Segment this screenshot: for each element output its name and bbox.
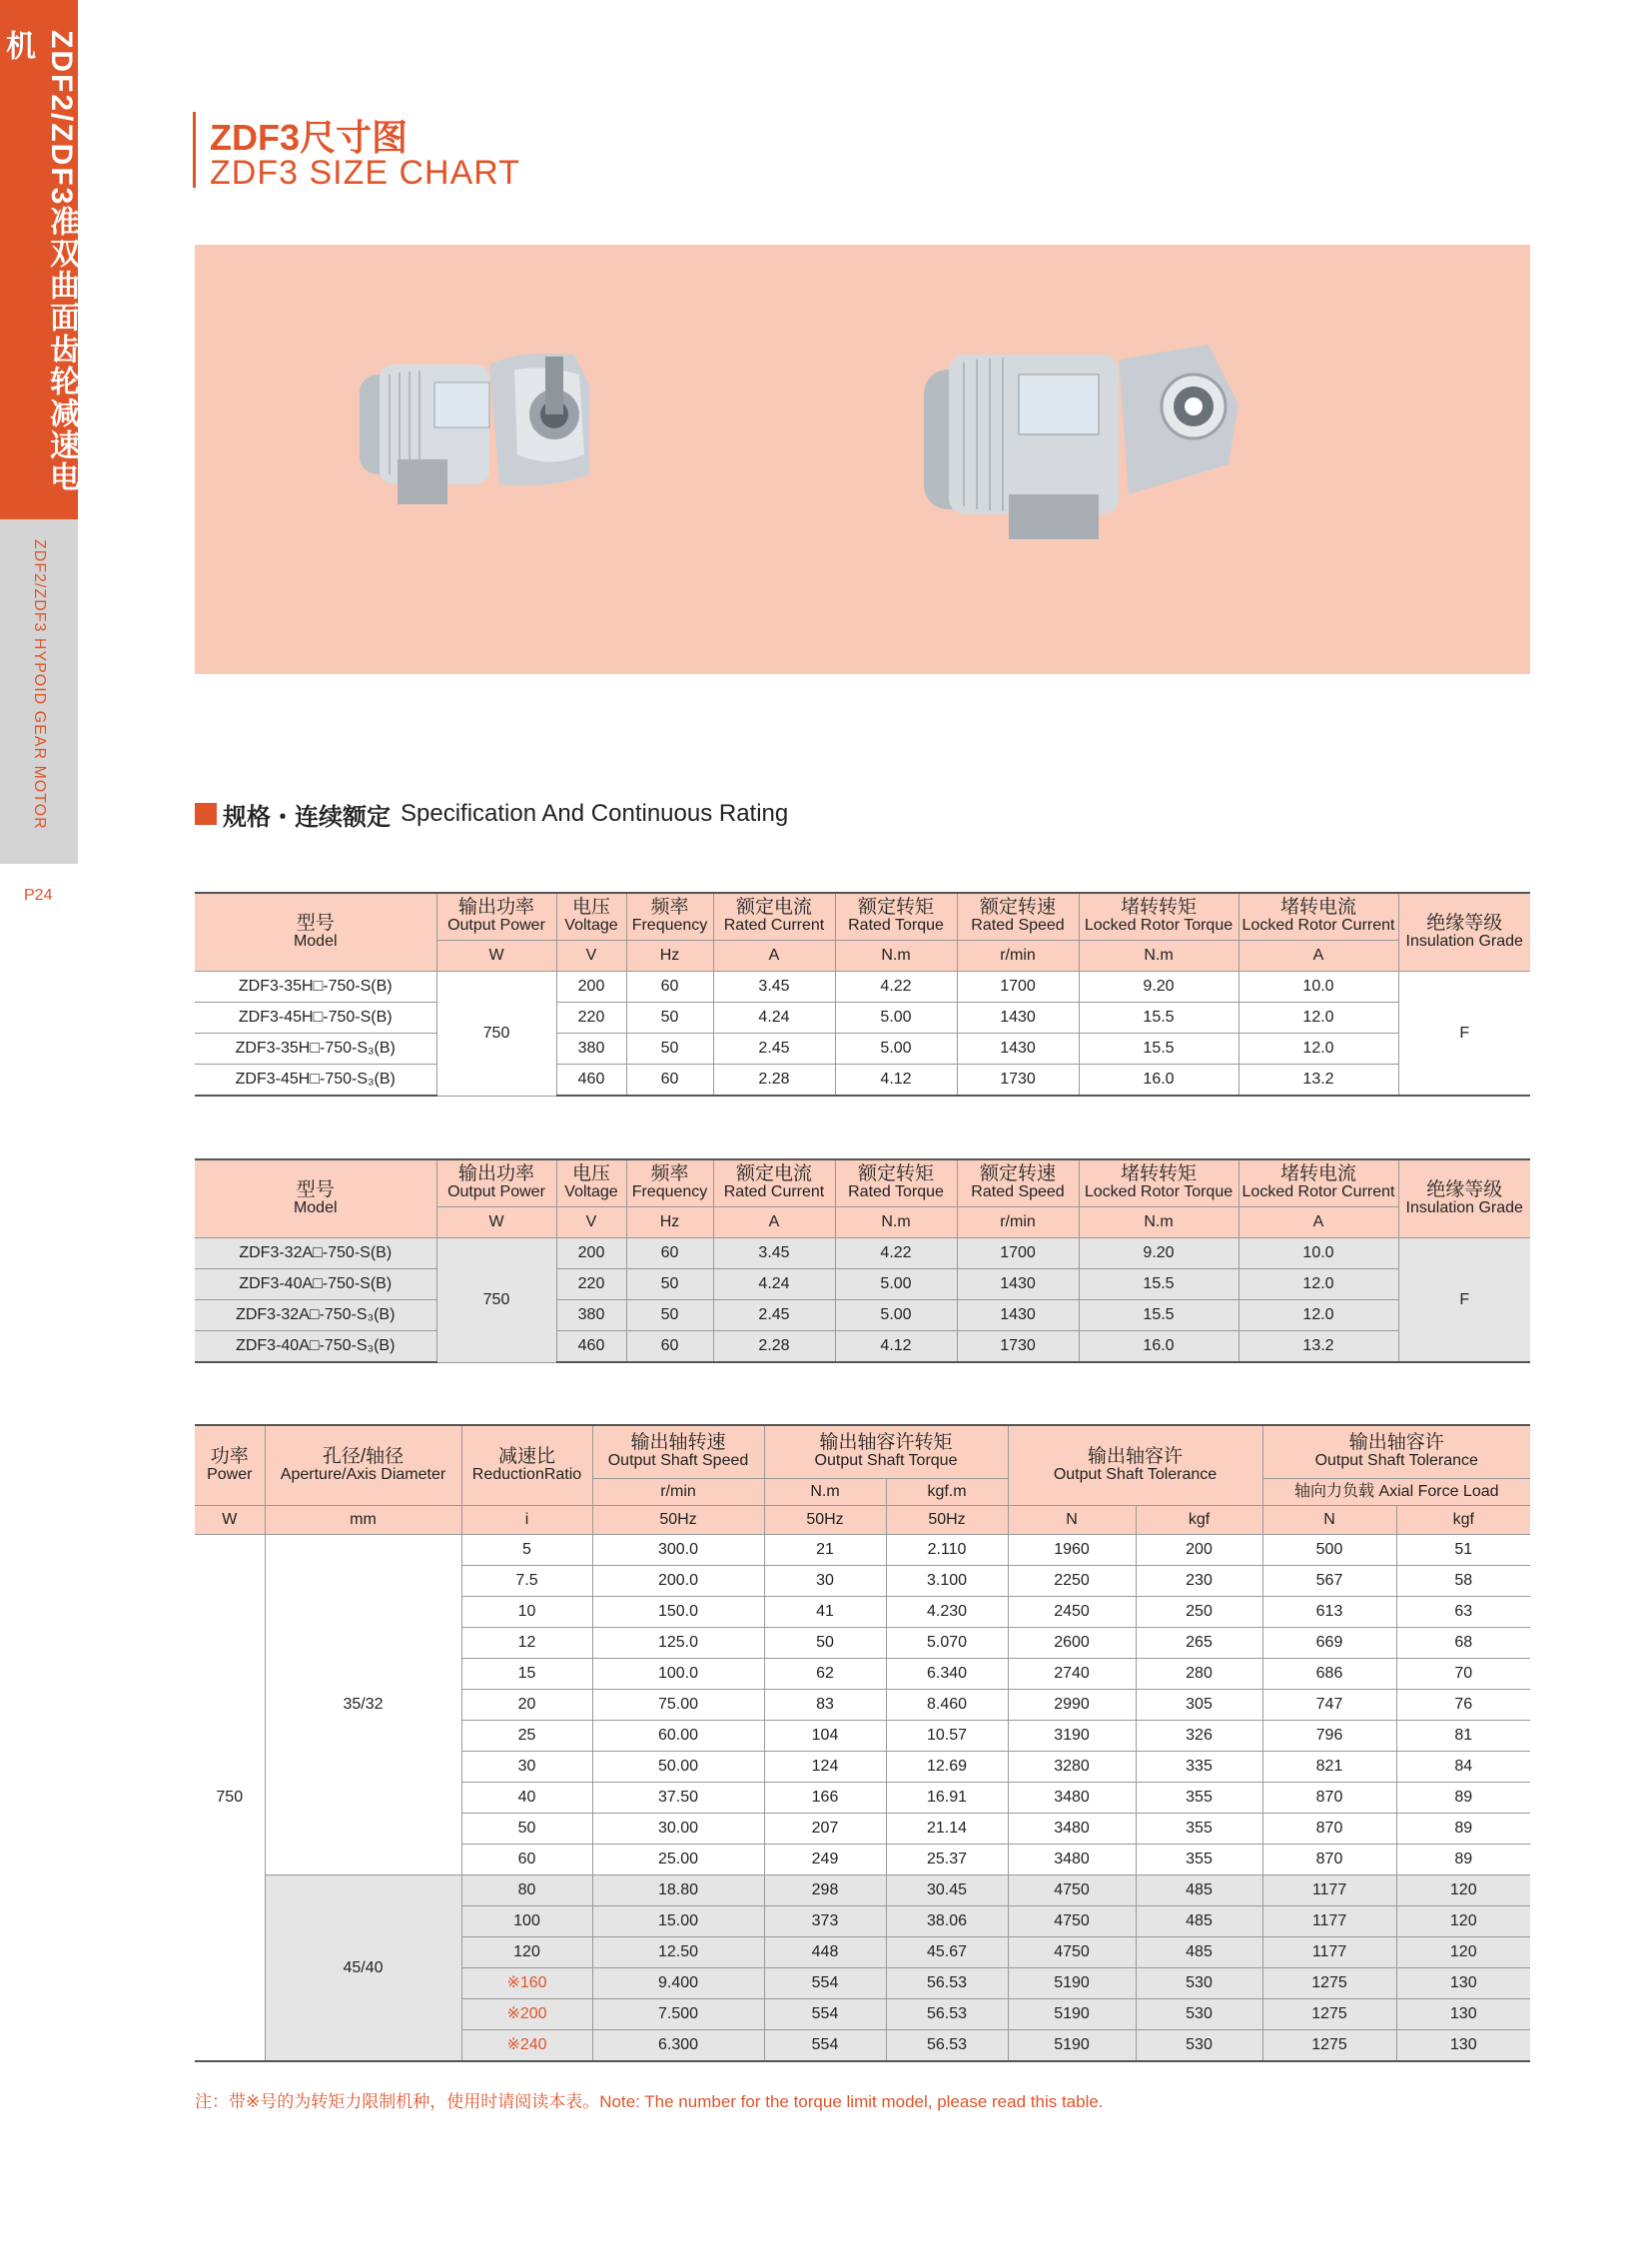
rated-torque-header: 额定转矩 Rated Torque: [835, 1159, 957, 1207]
axial-n-cell: 821: [1262, 1752, 1396, 1783]
section-title-cn: 规格・连续额定: [223, 803, 391, 831]
tolerance-kgf-cell: 485: [1136, 1937, 1262, 1968]
axial-kgf-cell: 120: [1396, 1937, 1530, 1968]
insulation-cell: F: [1398, 1238, 1530, 1363]
axial-n-cell: 1275: [1262, 1999, 1396, 2030]
ratio-cell: 10: [461, 1597, 592, 1628]
table-row: [195, 1875, 1530, 1906]
gear-motor-image-right: [909, 335, 1248, 544]
speed-cell: 25.00: [592, 1845, 764, 1875]
torque-nm-cell: 62: [764, 1659, 886, 1690]
torque-frequency-nm: 50Hz: [764, 1506, 886, 1535]
torque-nm-cell: 373: [764, 1906, 886, 1937]
torque-nm-cell: 50: [764, 1628, 886, 1659]
power-cell: 750: [436, 972, 556, 1097]
torque-frequency-kgfm: 50Hz: [886, 1506, 1008, 1535]
speed-cell: 300.0: [592, 1535, 764, 1566]
torque-nm-cell: 249: [764, 1845, 886, 1875]
axial-n-cell: 1177: [1262, 1906, 1396, 1937]
speed-cell: 1430: [957, 1269, 1079, 1300]
frequency-cell: 60: [626, 972, 713, 1003]
spec-table-2: [195, 1158, 1530, 1363]
rated-speed-header: 额定转速 Rated Speed: [957, 893, 1079, 941]
tolerance-n-cell: 3480: [1008, 1783, 1136, 1814]
frequency-cell: 60: [626, 1331, 713, 1363]
lrc-cell: 13.2: [1239, 1065, 1398, 1097]
torque-nm-cell: 554: [764, 1968, 886, 1999]
axial-kgf-cell: 81: [1396, 1721, 1530, 1752]
axial-n-cell: 1177: [1262, 1937, 1396, 1968]
current-unit: A: [713, 941, 835, 972]
ratio-cell: 40: [461, 1783, 592, 1814]
torque-nm-cell: 21: [764, 1535, 886, 1566]
page-number: P24: [24, 887, 53, 904]
page-title-cn: ZDF3尺寸图: [210, 117, 409, 158]
voltage-cell: 200: [556, 1238, 626, 1269]
frequency-unit: Hz: [626, 1207, 713, 1238]
tolerance-n-cell: 2740: [1008, 1659, 1136, 1690]
frequency-header: 频率 Frequency: [626, 1159, 713, 1207]
table-row: [195, 1065, 1530, 1097]
model-cell: ZDF3-40A□-750-S(B): [195, 1269, 436, 1300]
tolerance-kgf-cell: 530: [1136, 2030, 1262, 2062]
frequency-cell: 50: [626, 1269, 713, 1300]
power-header: 功率 Power: [195, 1425, 265, 1506]
torque-nm-cell: 448: [764, 1937, 886, 1968]
ratio-cell: 30: [461, 1752, 592, 1783]
torque-nm-cell: 124: [764, 1752, 886, 1783]
power-header: 输出功率 Output Power: [436, 1159, 556, 1207]
lrc-cell: 10.0: [1239, 972, 1398, 1003]
table-row: [195, 1034, 1530, 1065]
tolerance-n-cell: 2990: [1008, 1690, 1136, 1721]
voltage-cell: 220: [556, 1269, 626, 1300]
insulation-header: 绝缘等级 Insulation Grade: [1398, 893, 1530, 972]
table-row: [195, 1331, 1530, 1363]
power-cell: 750: [195, 1535, 265, 2062]
section-square-icon: [195, 803, 217, 825]
model-cell: ZDF3-35H□-750-S₃(B): [195, 1034, 436, 1065]
locked-rotor-torque-header: 堵转转矩 Locked Rotor Torque: [1079, 1159, 1239, 1207]
speed-cell: 12.50: [592, 1937, 764, 1968]
power-unit: W: [436, 941, 556, 972]
torque-kgfm-cell: 38.06: [886, 1906, 1008, 1937]
axial-n-cell: 796: [1262, 1721, 1396, 1752]
lrc-cell: 13.2: [1239, 1331, 1398, 1363]
product-photo-panel: [195, 245, 1530, 674]
lrt-cell: 15.5: [1079, 1269, 1239, 1300]
aperture-header: 孔径/轴径 Aperture/Axis Diameter: [265, 1425, 461, 1506]
current-cell: 3.45: [713, 972, 835, 1003]
tolerance-kgf-cell: 485: [1136, 1875, 1262, 1906]
current-cell: 3.45: [713, 1238, 835, 1269]
axial-n-cell: 747: [1262, 1690, 1396, 1721]
gear-motor-image-left: [350, 345, 609, 509]
model-cell: ZDF3-45H□-750-S₃(B): [195, 1065, 436, 1097]
shaft-tolerance-header: 输出轴容许 Output Shaft Tolerance: [1008, 1425, 1262, 1506]
torque-kgfm-cell: 6.340: [886, 1659, 1008, 1690]
tolerance-n-cell: 4750: [1008, 1937, 1136, 1968]
current-unit: A: [713, 1207, 835, 1238]
tolerance-kgf-cell: 230: [1136, 1566, 1262, 1597]
tolerance-kgf-cell: 355: [1136, 1783, 1262, 1814]
locked-rotor-torque-header: 堵转转矩 Locked Rotor Torque: [1079, 893, 1239, 941]
output-torque-header: 输出轴容许转矩 Output Shaft Torque: [764, 1425, 1008, 1479]
spec-table-1: [195, 892, 1530, 1097]
torque-kgfm-cell: 56.53: [886, 1999, 1008, 2030]
sidebar-title-cn: ZDF2/ZDF3准双曲面齿轮减速电机: [1, 30, 78, 494]
speed-cell: 1430: [957, 1300, 1079, 1331]
speed-cell: 37.50: [592, 1783, 764, 1814]
torque-unit-kgfm: kgf.m: [886, 1479, 1008, 1506]
table-row: [195, 1238, 1530, 1269]
speed-cell: 1430: [957, 1034, 1079, 1065]
page-title-en: ZDF3 SIZE CHART: [210, 154, 520, 192]
ratio-table: [195, 1424, 1530, 2062]
speed-unit: r/min: [957, 941, 1079, 972]
torque-unit-nm: N.m: [764, 1479, 886, 1506]
ratio-unit: i: [461, 1506, 592, 1535]
aperture-cell: 45/40: [265, 1875, 461, 2062]
rated-speed-header: 额定转速 Rated Speed: [957, 1159, 1079, 1207]
current-cell: 4.24: [713, 1003, 835, 1034]
axial-unit-kgf: kgf: [1396, 1506, 1530, 1535]
frequency-cell: 50: [626, 1003, 713, 1034]
current-cell: 2.45: [713, 1300, 835, 1331]
torque-cell: 4.22: [835, 972, 957, 1003]
ratio-cell: 120: [461, 1937, 592, 1968]
axial-kgf-cell: 68: [1396, 1628, 1530, 1659]
aperture-unit: mm: [265, 1506, 461, 1535]
model-cell: ZDF3-40A□-750-S₃(B): [195, 1331, 436, 1363]
torque-nm-cell: 166: [764, 1783, 886, 1814]
power-unit: W: [436, 1207, 556, 1238]
torque-nm-cell: 554: [764, 1999, 886, 2030]
speed-cell: 15.00: [592, 1906, 764, 1937]
axial-n-cell: 1275: [1262, 1968, 1396, 1999]
lrc-cell: 12.0: [1239, 1003, 1398, 1034]
lrt-cell: 16.0: [1079, 1065, 1239, 1097]
current-cell: 2.28: [713, 1065, 835, 1097]
torque-kgfm-cell: 16.91: [886, 1783, 1008, 1814]
ratio-cell: ※200: [461, 1999, 592, 2030]
lrt-cell: 16.0: [1079, 1331, 1239, 1363]
tolerance-kgf-cell: 355: [1136, 1814, 1262, 1845]
tolerance-kgf-cell: 530: [1136, 1968, 1262, 1999]
torque-nm-cell: 207: [764, 1814, 886, 1845]
aperture-cell: 35/32: [265, 1535, 461, 1875]
lrc-unit: A: [1239, 941, 1398, 972]
tolerance-n-cell: 3480: [1008, 1814, 1136, 1845]
tolerance-n-cell: 5190: [1008, 1999, 1136, 2030]
lrc-unit: A: [1239, 1207, 1398, 1238]
insulation-header: 绝缘等级 Insulation Grade: [1398, 1159, 1530, 1238]
output-speed-header: 输出轴转速 Output Shaft Speed: [592, 1425, 764, 1479]
torque-nm-cell: 41: [764, 1597, 886, 1628]
tolerance-n-cell: 4750: [1008, 1875, 1136, 1906]
lrc-cell: 12.0: [1239, 1300, 1398, 1331]
tolerance-kgf-cell: 530: [1136, 1999, 1262, 2030]
axial-kgf-cell: 70: [1396, 1659, 1530, 1690]
frequency-cell: 60: [626, 1238, 713, 1269]
tolerance-n-cell: 3190: [1008, 1721, 1136, 1752]
speed-cell: 75.00: [592, 1690, 764, 1721]
speed-cell: 7.500: [592, 1999, 764, 2030]
speed-cell: 1730: [957, 1065, 1079, 1097]
tolerance-kgf-cell: 485: [1136, 1906, 1262, 1937]
torque-cell: 4.12: [835, 1065, 957, 1097]
tolerance-n-cell: 2600: [1008, 1628, 1136, 1659]
tolerance-unit-n: N: [1008, 1506, 1136, 1535]
torque-nm-cell: 104: [764, 1721, 886, 1752]
current-cell: 2.45: [713, 1034, 835, 1065]
speed-cell: 1700: [957, 1238, 1079, 1269]
speed-unit: r/min: [592, 1479, 764, 1506]
sidebar: [0, 0, 78, 864]
axial-kgf-cell: 89: [1396, 1783, 1530, 1814]
axial-kgf-cell: 89: [1396, 1814, 1530, 1845]
frequency-header: 频率 Frequency: [626, 893, 713, 941]
torque-nm-cell: 298: [764, 1875, 886, 1906]
axial-n-cell: 613: [1262, 1597, 1396, 1628]
axial-kgf-cell: 84: [1396, 1752, 1530, 1783]
torque-kgfm-cell: 21.14: [886, 1814, 1008, 1845]
tolerance-kgf-cell: 335: [1136, 1752, 1262, 1783]
voltage-cell: 380: [556, 1034, 626, 1065]
speed-unit: r/min: [957, 1207, 1079, 1238]
tolerance-kgf-cell: 200: [1136, 1535, 1262, 1566]
torque-kgfm-cell: 8.460: [886, 1690, 1008, 1721]
lrt-cell: 9.20: [1079, 1238, 1239, 1269]
section-heading: [195, 799, 788, 829]
speed-cell: 50.00: [592, 1752, 764, 1783]
section-title-en: Specification And Continuous Rating: [401, 800, 789, 827]
speed-cell: 60.00: [592, 1721, 764, 1752]
table-row: [195, 1535, 1530, 1566]
torque-cell: 5.00: [835, 1003, 957, 1034]
table-row: [195, 1269, 1530, 1300]
rated-current-header: 额定电流 Rated Current: [713, 1159, 835, 1207]
voltage-header: 电压 Voltage: [556, 1159, 626, 1207]
tolerance-kgf-cell: 355: [1136, 1845, 1262, 1875]
frequency-unit: Hz: [626, 941, 713, 972]
lrt-cell: 15.5: [1079, 1300, 1239, 1331]
torque-nm-cell: 30: [764, 1566, 886, 1597]
torque-nm-cell: 83: [764, 1690, 886, 1721]
speed-cell: 6.300: [592, 2030, 764, 2062]
ratio-header: 减速比 ReductionRatio: [461, 1425, 592, 1506]
tolerance-kgf-cell: 326: [1136, 1721, 1262, 1752]
table-row: [195, 1003, 1530, 1034]
torque-cell: 5.00: [835, 1300, 957, 1331]
voltage-header: 电压 Voltage: [556, 893, 626, 941]
voltage-unit: V: [556, 1207, 626, 1238]
voltage-cell: 460: [556, 1331, 626, 1363]
axial-kgf-cell: 130: [1396, 2030, 1530, 2062]
locked-rotor-current-header: 堵转电流 Locked Rotor Current: [1239, 1159, 1398, 1207]
table-row: [195, 1300, 1530, 1331]
torque-kgfm-cell: 2.110: [886, 1535, 1008, 1566]
speed-frequency: 50Hz: [592, 1506, 764, 1535]
footnote: 注：带※号的为转矩力限制机种，使用时请阅读本表。Note: The number for the torque limit model, please read this table.: [195, 2092, 1104, 2111]
axial-n-cell: 669: [1262, 1628, 1396, 1659]
torque-kgfm-cell: 25.37: [886, 1845, 1008, 1875]
voltage-cell: 200: [556, 972, 626, 1003]
frequency-cell: 60: [626, 1065, 713, 1097]
axial-n-cell: 1177: [1262, 1875, 1396, 1906]
axial-n-cell: 567: [1262, 1566, 1396, 1597]
ratio-cell: ※240: [461, 2030, 592, 2062]
lrt-unit: N.m: [1079, 941, 1239, 972]
axial-kgf-cell: 89: [1396, 1845, 1530, 1875]
lrt-cell: 15.5: [1079, 1034, 1239, 1065]
voltage-unit: V: [556, 941, 626, 972]
voltage-cell: 460: [556, 1065, 626, 1097]
axial-n-cell: 870: [1262, 1814, 1396, 1845]
torque-nm-cell: 554: [764, 2030, 886, 2062]
ratio-cell: 15: [461, 1659, 592, 1690]
rated-current-header: 额定电流 Rated Current: [713, 893, 835, 941]
ratio-cell: 20: [461, 1690, 592, 1721]
torque-cell: 4.22: [835, 1238, 957, 1269]
insulation-cell: F: [1398, 972, 1530, 1097]
axial-kgf-cell: 120: [1396, 1906, 1530, 1937]
axial-kgf-cell: 130: [1396, 1999, 1530, 2030]
torque-kgfm-cell: 3.100: [886, 1566, 1008, 1597]
axial-kgf-cell: 51: [1396, 1535, 1530, 1566]
speed-cell: 9.400: [592, 1968, 764, 1999]
axial-kgf-cell: 63: [1396, 1597, 1530, 1628]
ratio-cell: 7.5: [461, 1566, 592, 1597]
torque-unit: N.m: [835, 941, 957, 972]
model-cell: ZDF3-32A□-750-S(B): [195, 1238, 436, 1269]
ratio-cell: 12: [461, 1628, 592, 1659]
axial-n-cell: 870: [1262, 1845, 1396, 1875]
tolerance-kgf-cell: 305: [1136, 1690, 1262, 1721]
axial-n-cell: 500: [1262, 1535, 1396, 1566]
power-header: 输出功率 Output Power: [436, 893, 556, 941]
torque-kgfm-cell: 30.45: [886, 1875, 1008, 1906]
speed-cell: 30.00: [592, 1814, 764, 1845]
axial-n-cell: 1275: [1262, 2030, 1396, 2062]
ratio-cell: 50: [461, 1814, 592, 1845]
tolerance-kgf-cell: 265: [1136, 1628, 1262, 1659]
axial-unit-n: N: [1262, 1506, 1396, 1535]
torque-cell: 4.12: [835, 1331, 957, 1363]
torque-kgfm-cell: 12.69: [886, 1752, 1008, 1783]
lrt-unit: N.m: [1079, 1207, 1239, 1238]
tolerance-n-cell: 5190: [1008, 2030, 1136, 2062]
speed-cell: 100.0: [592, 1659, 764, 1690]
ratio-cell: 60: [461, 1845, 592, 1875]
power-cell: 750: [436, 1238, 556, 1363]
axial-n-cell: 870: [1262, 1783, 1396, 1814]
speed-cell: 1730: [957, 1331, 1079, 1363]
torque-kgfm-cell: 56.53: [886, 1968, 1008, 1999]
current-cell: 4.24: [713, 1269, 835, 1300]
ratio-cell: 100: [461, 1906, 592, 1937]
ratio-cell: 5: [461, 1535, 592, 1566]
voltage-cell: 220: [556, 1003, 626, 1034]
tolerance-unit-kgf: kgf: [1136, 1506, 1262, 1535]
torque-cell: 5.00: [835, 1034, 957, 1065]
voltage-cell: 380: [556, 1300, 626, 1331]
rated-torque-header: 额定转矩 Rated Torque: [835, 893, 957, 941]
axial-tolerance-header: 输出轴容许 Output Shaft Tolerance: [1262, 1425, 1530, 1479]
axial-force-label: 轴向力负载 Axial Force Load: [1262, 1479, 1530, 1506]
model-header: 型号 Model: [195, 1159, 436, 1238]
torque-kgfm-cell: 10.57: [886, 1721, 1008, 1752]
speed-cell: 150.0: [592, 1597, 764, 1628]
torque-kgfm-cell: 56.53: [886, 2030, 1008, 2062]
frequency-cell: 50: [626, 1300, 713, 1331]
ratio-cell: 25: [461, 1721, 592, 1752]
current-cell: 2.28: [713, 1331, 835, 1363]
tolerance-n-cell: 4750: [1008, 1906, 1136, 1937]
tolerance-n-cell: 1960: [1008, 1535, 1136, 1566]
axial-kgf-cell: 130: [1396, 1968, 1530, 1999]
tolerance-n-cell: 5190: [1008, 1968, 1136, 1999]
lrt-cell: 15.5: [1079, 1003, 1239, 1034]
axial-kgf-cell: 76: [1396, 1690, 1530, 1721]
axial-kgf-cell: 58: [1396, 1566, 1530, 1597]
speed-cell: 18.80: [592, 1875, 764, 1906]
axial-n-cell: 686: [1262, 1659, 1396, 1690]
lrc-cell: 10.0: [1239, 1238, 1398, 1269]
speed-cell: 1700: [957, 972, 1079, 1003]
frequency-cell: 50: [626, 1034, 713, 1065]
tolerance-n-cell: 3280: [1008, 1752, 1136, 1783]
tolerance-kgf-cell: 250: [1136, 1597, 1262, 1628]
tolerance-n-cell: 2450: [1008, 1597, 1136, 1628]
sidebar-title-en: ZDF2/ZDF3 HYPOID GEAR MOTOR: [31, 539, 48, 830]
model-cell: ZDF3-35H□-750-S(B): [195, 972, 436, 1003]
torque-unit: N.m: [835, 1207, 957, 1238]
torque-kgfm-cell: 45.67: [886, 1937, 1008, 1968]
speed-cell: 200.0: [592, 1566, 764, 1597]
tolerance-kgf-cell: 280: [1136, 1659, 1262, 1690]
torque-cell: 5.00: [835, 1269, 957, 1300]
model-header: 型号 Model: [195, 893, 436, 972]
table-row: [195, 972, 1530, 1003]
ratio-cell: ※160: [461, 1968, 592, 1999]
locked-rotor-current-header: 堵转电流 Locked Rotor Current: [1239, 893, 1398, 941]
axial-kgf-cell: 120: [1396, 1875, 1530, 1906]
model-cell: ZDF3-45H□-750-S(B): [195, 1003, 436, 1034]
power-unit: W: [195, 1506, 265, 1535]
title-accent-bar: [193, 112, 196, 188]
ratio-cell: 80: [461, 1875, 592, 1906]
tolerance-n-cell: 3480: [1008, 1845, 1136, 1875]
tolerance-n-cell: 2250: [1008, 1566, 1136, 1597]
model-cell: ZDF3-32A□-750-S₃(B): [195, 1300, 436, 1331]
speed-cell: 125.0: [592, 1628, 764, 1659]
torque-kgfm-cell: 4.230: [886, 1597, 1008, 1628]
lrc-cell: 12.0: [1239, 1269, 1398, 1300]
torque-kgfm-cell: 5.070: [886, 1628, 1008, 1659]
lrt-cell: 9.20: [1079, 972, 1239, 1003]
lrc-cell: 12.0: [1239, 1034, 1398, 1065]
speed-cell: 1430: [957, 1003, 1079, 1034]
